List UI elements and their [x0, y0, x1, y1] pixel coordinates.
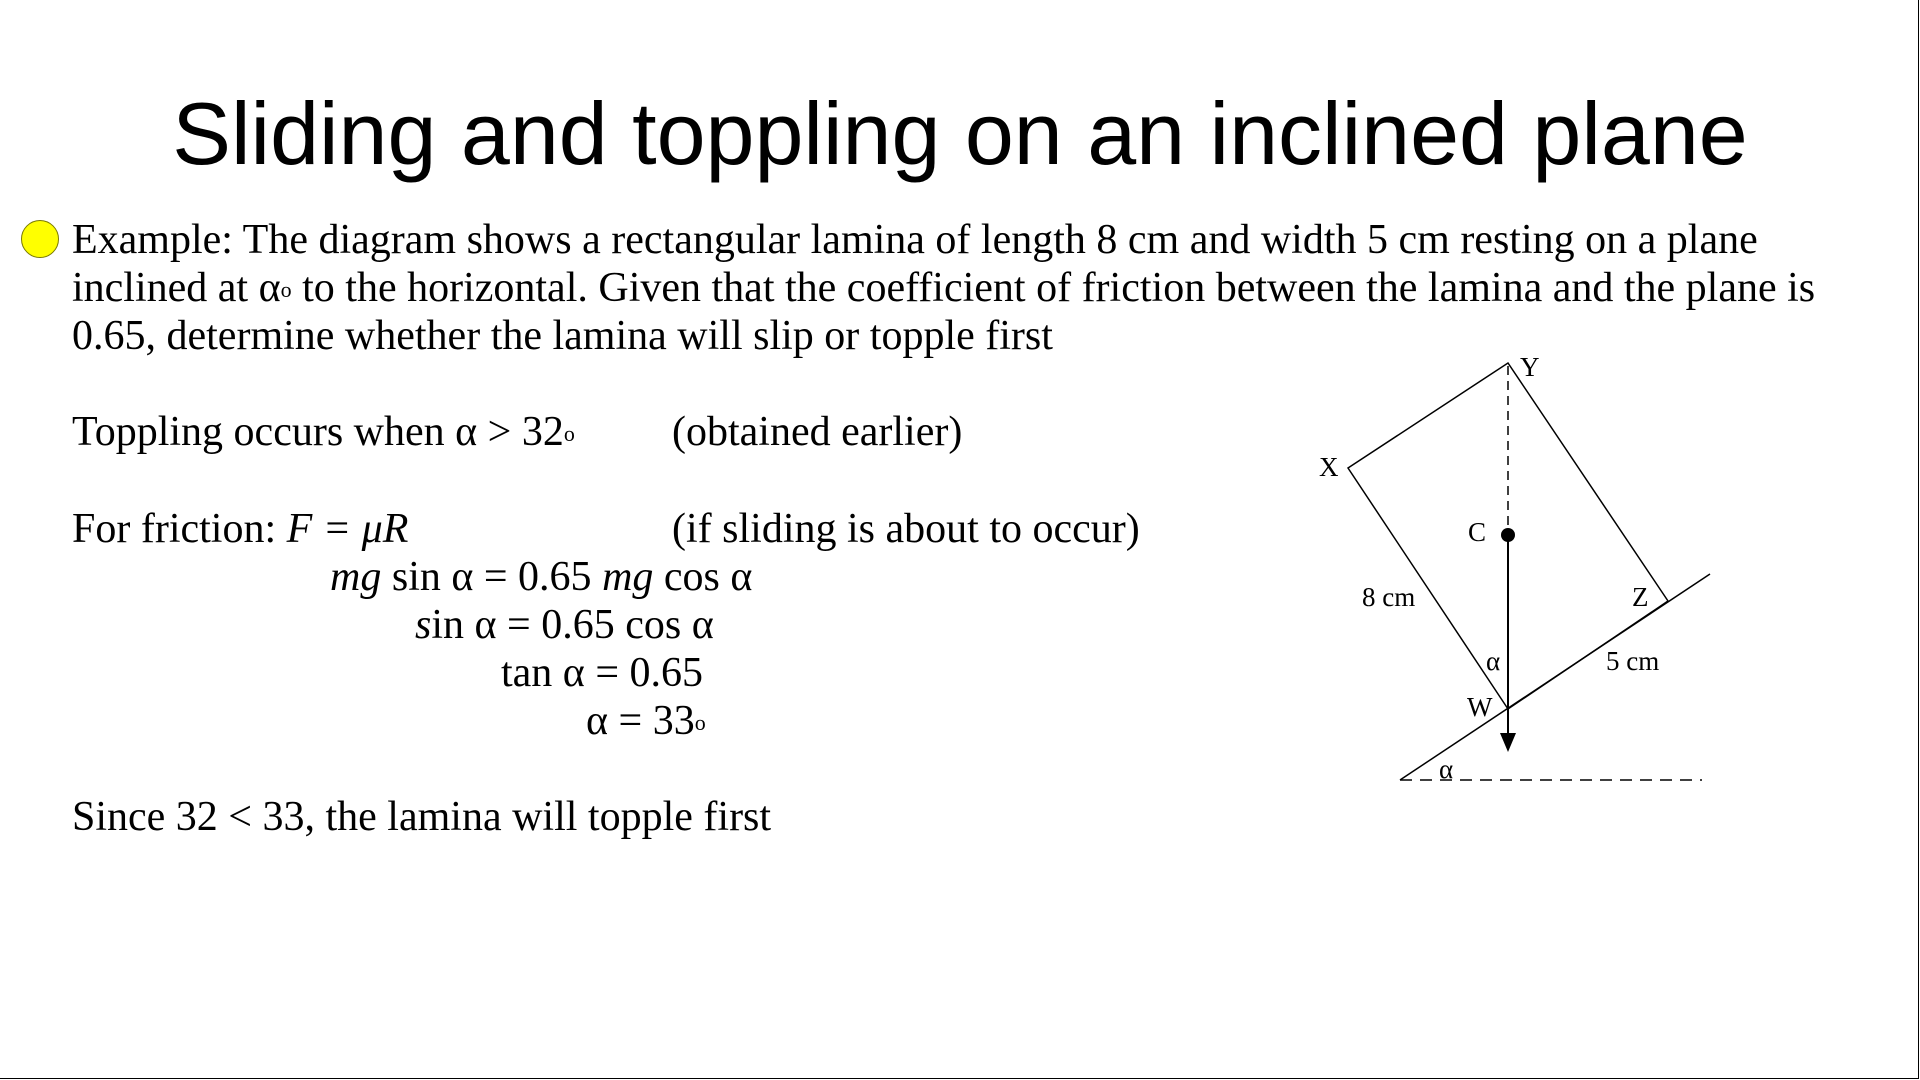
- label-c: C: [1468, 517, 1487, 547]
- example-line-3: 0.65, determine whether the lamina will slip or topple first: [72, 313, 1053, 359]
- label-y: Y: [1520, 352, 1540, 382]
- equation-step-3: tan α = 0.65: [501, 650, 704, 696]
- equation-step-1: mg sin α = 0.65 mg cos α: [330, 554, 753, 600]
- label-x: X: [1319, 452, 1339, 482]
- weight-arrowhead: [1500, 733, 1516, 752]
- slide-title: Sliding and toppling on an inclined plane: [172, 84, 1748, 183]
- equation-step-4: $\alpha = 33^o$: [586, 698, 706, 744]
- label-z: Z: [1632, 582, 1649, 612]
- alpha-inner-label: α: [1486, 646, 1501, 676]
- centre-of-mass-dot: [1501, 528, 1515, 542]
- length-label: 8 cm: [1362, 582, 1416, 612]
- example-line-1: Example: The diagram shows a rectangular lamina of length 8 cm and width 5 cm resting on a plane: [72, 217, 1758, 263]
- toppling-note: (obtained earlier): [672, 409, 963, 455]
- toppling-condition: Toppling occurs when $\alpha > 32^o$: [72, 409, 575, 455]
- conclusion-text: Since 32 < 33, the lamina will topple first: [72, 794, 772, 840]
- width-label: 5 cm: [1606, 646, 1660, 676]
- alpha-base-label: α: [1439, 754, 1454, 784]
- label-w: W: [1467, 692, 1493, 722]
- equation-step-2: sin α = 0.65 cos α: [415, 602, 714, 648]
- example-line-2: inclined at $\alpha^o$ to the horizontal. Given that the coefficient of friction between the lamina and the plane is: [72, 265, 1816, 311]
- friction-formula: For friction: F = μR: [72, 506, 409, 552]
- friction-note: (if sliding is about to occur): [672, 506, 1140, 552]
